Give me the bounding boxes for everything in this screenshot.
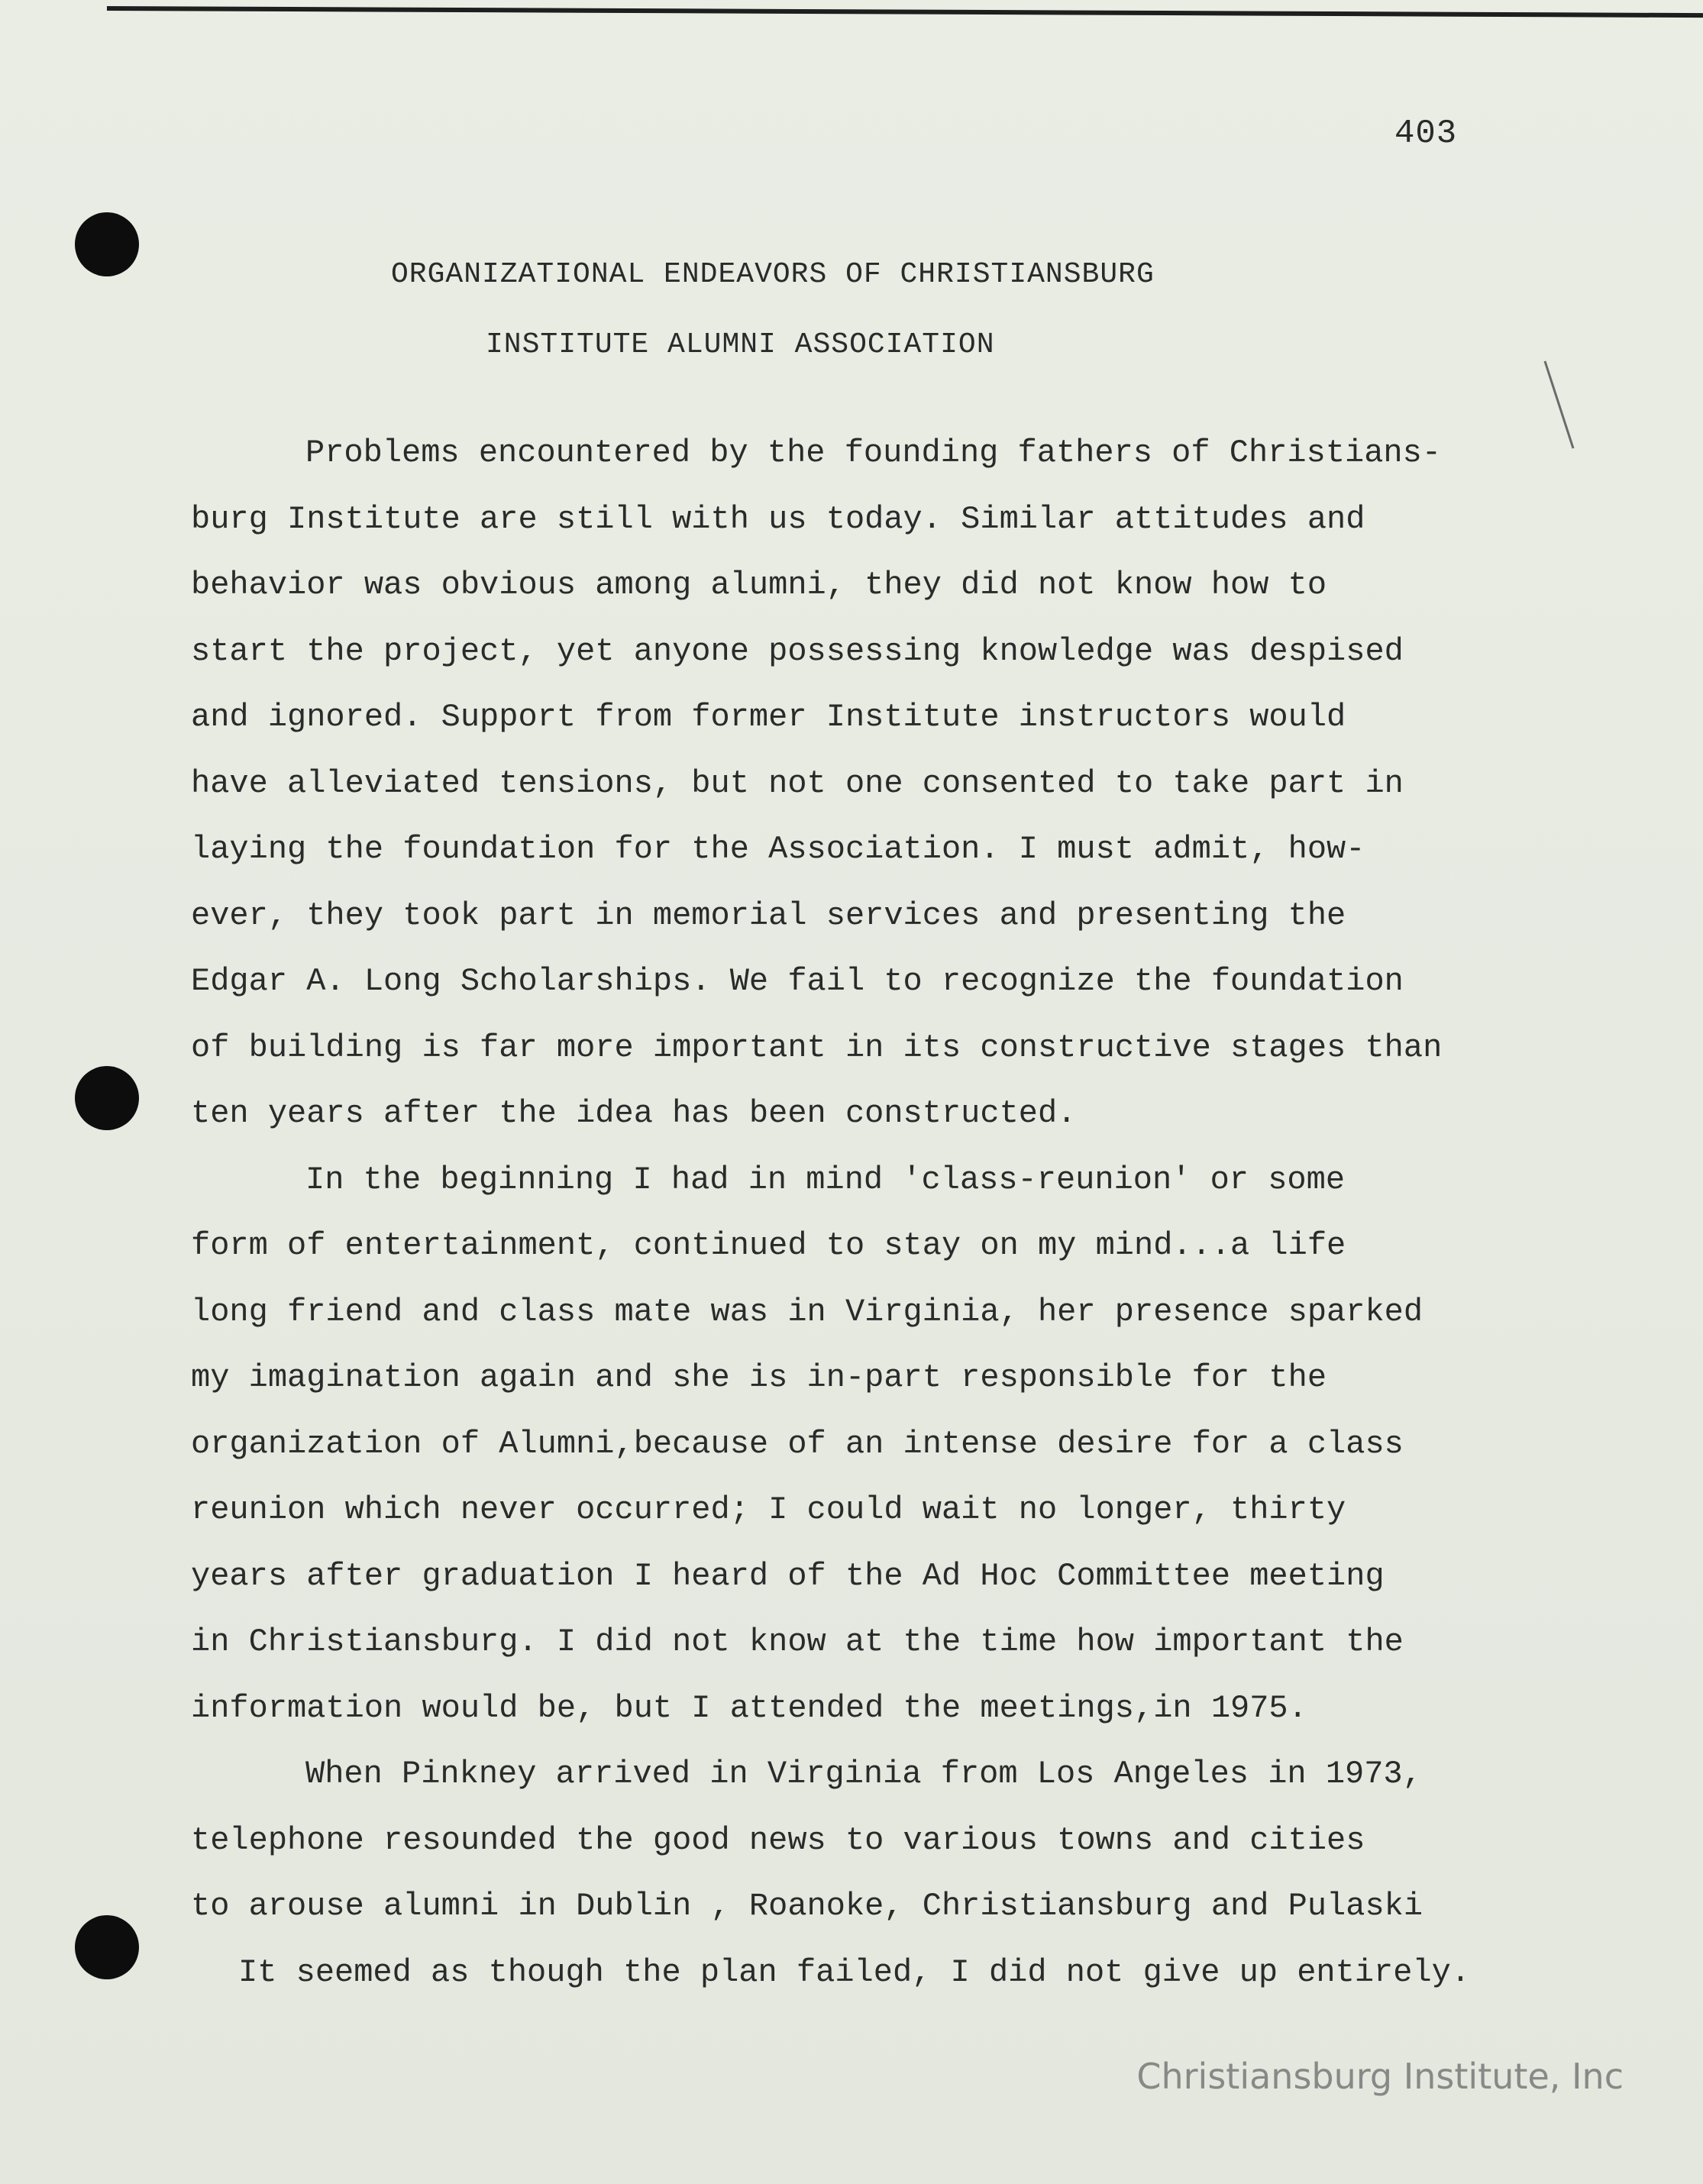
margin-pen-mark: [1544, 360, 1575, 448]
text-line: laying the foundation for the Association. I must admit, how-: [191, 831, 1365, 867]
text-line: In the beginning I had in mind 'class-reunion' or some: [305, 1161, 1346, 1198]
text-line: telephone resounded the good news to various towns and cities: [191, 1821, 1365, 1859]
text-line: of building is far more important in its constructive stages than: [191, 1029, 1443, 1066]
text-line: It seemed as though the plan failed, I did not give up entirely.: [238, 1953, 1471, 1991]
page-number: 403: [1394, 115, 1458, 153]
punch-hole-bottom: [75, 1915, 139, 1979]
text-line: have alleviated tensions, but not one consented to take part in: [191, 764, 1404, 802]
text-line: behavior was obvious among alumni, they did not know how to: [191, 567, 1327, 603]
text-line: ever, they took part in memorial services and presenting the: [191, 897, 1346, 934]
title-line-1: ORGANIZATIONAL ENDEAVORS OF CHRISTIANSBURG: [391, 258, 1155, 291]
text-line: in Christiansburg. I did not know at the time how important the: [191, 1623, 1404, 1660]
text-line: my imagination again and she is in-part responsible for the: [191, 1359, 1327, 1396]
text-line: years after graduation I heard of the Ad Hoc Committee meeting: [191, 1557, 1385, 1594]
text-line: and ignored. Support from former Institute instructors would: [191, 699, 1346, 735]
punch-hole-middle: [75, 1066, 139, 1130]
text-line: information would be, but I attended the meetings,in 1975.: [191, 1689, 1307, 1727]
text-line: organization of Alumni,because of an intense desire for a class: [191, 1425, 1404, 1462]
text-line: start the project, yet anyone possessing knowledge was despised: [191, 632, 1404, 670]
watermark: Christiansburg Institute, Inc: [1136, 2056, 1624, 2097]
punch-hole-top: [75, 212, 139, 276]
text-line: Edgar A. Long Scholarships. We fail to recognize the foundation: [191, 963, 1404, 1000]
title-line-2: INSTITUTE ALUMNI ASSOCIATION: [486, 328, 995, 361]
text-line: long friend and class mate was in Virginia, her presence sparked: [191, 1293, 1423, 1330]
text-line: Problems encountered by the founding fathers of Christians-: [305, 435, 1442, 471]
page-top-edge: [107, 6, 1703, 18]
text-line: reunion which never occurred; I could wait no longer, thirty: [191, 1491, 1346, 1528]
text-line: burg Institute are still with us today. Similar attitudes and: [191, 500, 1365, 538]
text-line: to arouse alumni in Dublin , Roanoke, Christiansburg and Pulaski: [191, 1888, 1423, 1924]
body-text: [191, 420, 1535, 2005]
text-line: ten years after the idea has been constructed.: [191, 1095, 1077, 1132]
text-line: When Pinkney arrived in Virginia from Los Angeles in 1973,: [305, 1756, 1422, 1792]
text-line: form of entertainment, continued to stay on my mind...a life: [191, 1227, 1346, 1264]
